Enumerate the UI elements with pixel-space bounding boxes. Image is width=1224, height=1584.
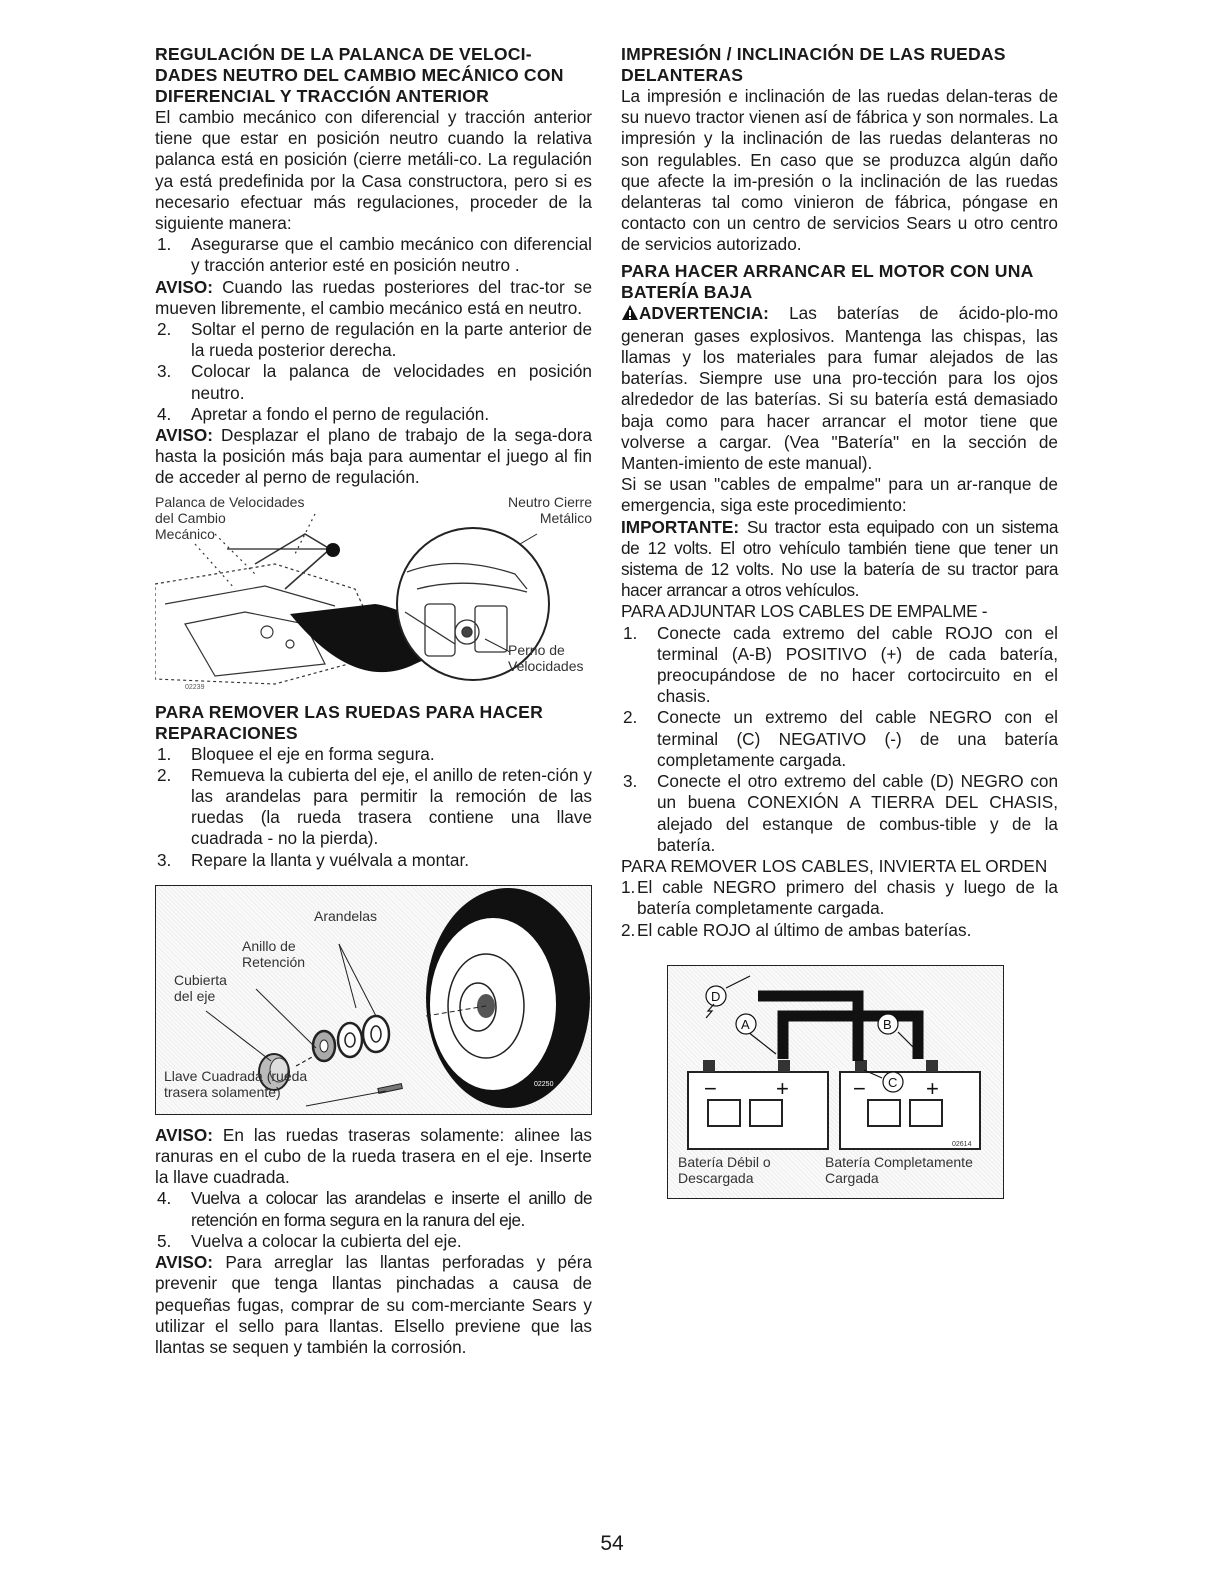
section-title-jump-start: PARA HACER ARRANCAR EL MOTOR CON UNA BATERÍA BAJA: [621, 260, 1033, 302]
list-item: 2. Conecte un extremo del cable NEGRO con el terminal (C) NEGATIVO (-) de una batería completamente cargada.: [623, 707, 1058, 770]
section-title-front-wheels: IMPRESIÓN / INCLINACIÓN DE LAS RUEDAS DELANTERAS: [621, 44, 1006, 85]
list-item: 4. Apretar a fondo el perno de regulación.: [157, 403, 490, 424]
svg-text:−: −: [704, 1075, 717, 1101]
step-list: [155, 1188, 592, 1252]
notice: AVISO: Desplazar el plano de trabajo de la sega-dora hasta la posición más baja para aumentar el juego al fin de acceder al perno de regulación.: [155, 425, 593, 488]
figure-jumper-cables: [667, 965, 1004, 1199]
list-item: 2. Soltar el perno de regulación en la parte anterior de la rueda posterior derecha.: [157, 319, 592, 361]
list-item: 1. Conecte cada extremo del cable ROJO con el terminal (A-B) POSITIVO (+) de cada batería, preocupándose de no hacer cortocircuito en el chasis.: [623, 622, 1058, 707]
figure-neutral-lever: [155, 494, 592, 694]
label-c: C: [888, 1074, 898, 1090]
label-d: D: [711, 988, 721, 1004]
notice: AVISO: Cuando las ruedas posteriores del trac-tor se mueven libremente, el cambio mecánico está en neutro.: [155, 276, 592, 318]
list-item: 2. Remueva la cubierta del eje, el anillo de reten-ción y las arandelas para permitir la remoción de las ruedas (la rueda trasera contiene una llave cuadrada - no la pierda).: [157, 764, 592, 849]
list-item: 1. Asegurarse que el cambio mecánico con diferencial y tracción anterior esté en posición neutro .: [157, 234, 592, 276]
remove-heading: PARA REMOVER LOS CABLES, INVIERTA EL ORDEN: [621, 855, 1048, 876]
warning-triangle-icon: [621, 304, 639, 326]
warning: ADVERTENCIA: Las baterías de ácido-plo-mo generan gases explosivos. Mantenga las chispas, las llamas y los materiales para fumar alejados de las baterías. Siempre use una pro-tección para los ojos alrededor de las baterías. Si su batería está demasiado baja como para hacer arrancar el motor tiene que volverse a cargar. (Vea "Batería" en la sección de Manten-imiento de este manual).: [621, 302, 1059, 474]
list-item: 3. Conecte el otro extremo del cable (D) NEGRO con un buena CONEXIÓN A TIERRA DEL CHASIS, alejado del estanque de combus-tible y de la batería.: [623, 771, 1058, 855]
figure-code: 02614: [952, 1140, 972, 1148]
caption-charged-battery: Batería Completamente Cargada: [825, 1153, 973, 1186]
list-item: 5. Vuelva a colocar la cubierta del eje.: [157, 1230, 462, 1251]
caption-neutral: Neutro Cierre Metálico: [507, 493, 592, 526]
list-item: 3. Colocar la palanca de velocidades en posición neutro.: [157, 361, 592, 403]
figure-wheel-assembly: [155, 885, 592, 1115]
caption-bolt: Perno de Velocidades: [508, 641, 584, 674]
figure-code: 02239: [185, 683, 205, 691]
figure-code: 02250: [534, 1080, 554, 1088]
section-title-neutral-lever: REGULACIÓN DE LA PALANCA DE VELOCI-DADES NEUTRO DEL CAMBIO MECÁNICO CON DIFERENCIAL Y TRACCIÓN ANTERIOR: [155, 44, 564, 106]
caption-retaining-ring: Anillo de Retención: [242, 937, 306, 970]
important-notice: IMPORTANTE: Su tractor esta equipado con un sistema de 12 volts. El otro vehículo también tiene que tener un sistema de 12 volts. No use la batería de su tractor para hacer arrancar a otros vehículos.: [621, 516, 1058, 601]
paragraph: La impresión e inclinación de las ruedas delan-teras de su nuevo tractor vienen así de fábrica y son normales. La impresión y la inclinación de las ruedas delanteras no son regulables. En caso que se produzca algún daño que afecte la im-presión o la inclinación de las ruedas delanteras tal como vinieron de fábrica, póngase en contacto con un centro de servicios Sears u otro centro de servicios autorizado.: [621, 86, 1058, 255]
list-item: 3. Repare la llanta y vuélvala a montar.: [157, 849, 470, 870]
svg-text:+: +: [926, 1075, 939, 1101]
step-list: [155, 234, 592, 276]
page-number: 54: [600, 1532, 624, 1555]
notice: AVISO: En las ruedas traseras solamente: alinee las ranuras en el cubo de la rueda trasera en el eje. Inserte la llave cuadrada.: [155, 1124, 593, 1188]
attach-heading: PARA ADJUNTAR LOS CABLES DE EMPALME -: [621, 601, 988, 622]
list-item: 1. Bloquee el eje en forma segura.: [157, 743, 435, 764]
caption-square-key: Llave Cuadrada (rueda trasera solamente): [164, 1067, 308, 1100]
list-item: 4. Vuelva a colocar las arandelas e inserte el anillo de retención en forma segura en la ranura del eje.: [157, 1188, 592, 1230]
caption-axle-cover: Cubierta del eje: [174, 971, 227, 1004]
step-list: [155, 744, 592, 871]
svg-text:−: −: [853, 1075, 866, 1101]
right-column: [621, 44, 1058, 1199]
caption-washers: Arandelas: [314, 907, 378, 924]
svg-text:+: +: [776, 1075, 789, 1101]
label-a: A: [741, 1016, 750, 1032]
step-list: [621, 877, 1058, 941]
left-column: [155, 44, 592, 1358]
list-item: 1. El cable NEGRO primero del chasis y luego de la batería completamente cargada.: [621, 877, 1058, 919]
notice: AVISO: Para arreglar las llantas perforadas y péra prevenir que tenga llantas pinchadas a causa de pequeñas fugas, comprar de su com-merciante Sears y utilizar el sello para llantas. Elsello previene que las llantas se sequen y también la corrosión.: [155, 1252, 592, 1357]
step-list: [621, 623, 1058, 856]
caption-weak-battery: Batería Débil o Descargada: [678, 1153, 771, 1186]
paragraph: El cambio mecánico con diferencial y tracción anterior tiene que estar en posición neutro cuando la relativa palanca está en posición (cierre metáli-co. La regulación ya está predefinida por la Casa constructora, pero si es necesario efectuar más regulaciones, proceder de la siguiente manera:: [155, 107, 592, 234]
list-item: 2. El cable ROJO al último de ambas baterías.: [621, 919, 972, 940]
caption-lever: Palanca de Velocidades del Cambio Mecánico: [155, 493, 305, 542]
label-b: B: [883, 1016, 892, 1032]
step-list: [155, 319, 592, 425]
paragraph: Si se usan "cables de empalme" para un ar-ranque de emergencia, siga este procedimiento:: [621, 474, 1058, 516]
section-title-remove-wheels: PARA REMOVER LAS RUEDAS PARA HACER REPARACIONES: [155, 701, 544, 743]
